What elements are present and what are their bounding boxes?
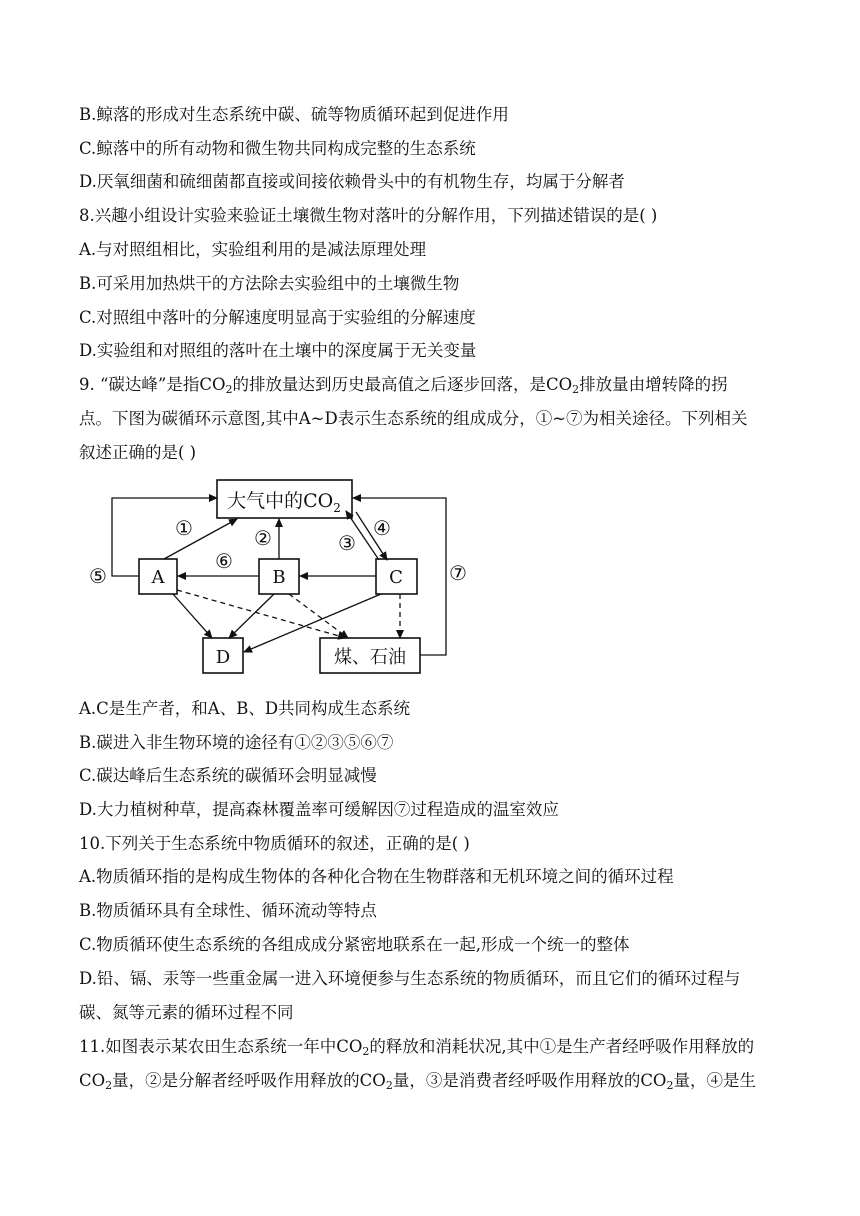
- node-a-label: A: [151, 567, 165, 588]
- path-4-label: ④: [373, 516, 391, 540]
- q9-stem-line2: 点。下图为碳循环示意图,其中A~D表示生态系统的组成成分，①~⑦为相关途径。下列相关: [79, 409, 748, 428]
- atmosphere-label: 大气中的$CO_2$: [227, 490, 341, 515]
- q11-stem-line1: 11.如图表示某农田生态系统一年中$CO_2$的释放和消耗状况,其中①是生产者经呼吸作用释放的: [79, 1037, 755, 1058]
- node-d-label: D: [215, 647, 231, 668]
- q10-stem: 10.下列关于生态系统中物质循环的叙述，正确的是( ): [79, 834, 470, 853]
- node-b-label: B: [272, 567, 286, 588]
- q9-option-b: B.碳进入非生物环境的途径有①②③⑤⑥⑦: [79, 733, 394, 752]
- q8-option-c: C.对照组中落叶的分解速度明显高于实验组的分解速度: [79, 308, 476, 327]
- q10-option-a: A.物质循环指的是构成生物体的各种化合物在生物群落和无机环境之间的循环过程: [79, 867, 674, 886]
- dashed-arrow-a-to-fossil: [177, 590, 346, 638]
- q10-option-b: B.物质循环具有全球性、循环流动等特点: [79, 901, 377, 920]
- q10-option-c: C.物质循环使生态系统的各组成成分紧密地联系在一起,形成一个统一的整体: [79, 935, 630, 954]
- q9-option-d: D.大力植树种草，提高森林覆盖率可缓解因⑦过程造成的温室效应: [79, 800, 559, 819]
- q8-option-a: A.与对照组相比，实验组利用的是减法原理处理: [79, 240, 427, 259]
- path-5-label: ⑤: [89, 564, 107, 588]
- q11-stem-line2: $CO_2$量，②是分解者经呼吸作用释放的$CO_2$量，③是消费者经呼吸作用释放的$CO_2$量，④是生: [79, 1071, 756, 1092]
- q8-option-d: D.实验组和对照组的落叶在土壤中的深度属于无关变量: [79, 341, 477, 360]
- dashed-arrow-b-to-fossil: [289, 594, 348, 638]
- q9-option-a: A.C是生产者，和A、B、D共同构成生态系统: [79, 699, 411, 718]
- q10-option-d-line2: 碳、氮等元素的循环过程不同: [79, 1003, 294, 1022]
- fossil-fuel-label: 煤、石油: [334, 647, 406, 668]
- q8-stem: 8.兴趣小组设计实验来验证土壤微生物对落叶的分解作用，下列描述错误的是( ): [79, 206, 658, 225]
- q9-stem-line3: 叙述正确的是( ): [79, 443, 197, 462]
- q7-option-b: B.鲸落的形成对生态系统中碳、硫等物质循环起到促进作用: [79, 105, 509, 124]
- path-1-label: ①: [175, 516, 193, 540]
- path-2-label: ②: [254, 526, 272, 550]
- carbon-cycle-diagram: [84, 472, 470, 680]
- path-6-label: ⑥: [215, 549, 233, 573]
- node-c-label: C: [389, 567, 403, 588]
- q7-option-d: D.厌氧细菌和硫细菌都直接或间接依赖骨头中的有机物生存，均属于分解者: [79, 172, 625, 191]
- q7-option-c: C.鲸落中的所有动物和微生物共同构成完整的生态系统: [79, 139, 476, 158]
- path-3-label: ③: [338, 531, 356, 555]
- path-7-label: ⑦: [449, 561, 467, 585]
- arrow-a-to-d: [173, 594, 212, 638]
- q9-stem-line1: 9. “碳达峰”是指$CO_2$的排放量达到历史最高值之后逐步回落，是$CO_2$排放量由增转降的拐: [79, 375, 728, 396]
- q8-option-b: B.可采用加热烘干的方法除去实验组中的土壤微生物: [79, 274, 460, 293]
- q10-option-d-line1: D.铅、镉、汞等一些重金属一进入环境便参与生态系统的物质循环，而且它们的循环过程与: [79, 969, 741, 988]
- q9-option-c: C.碳达峰后生态系统的碳循环会明显减慢: [79, 766, 377, 785]
